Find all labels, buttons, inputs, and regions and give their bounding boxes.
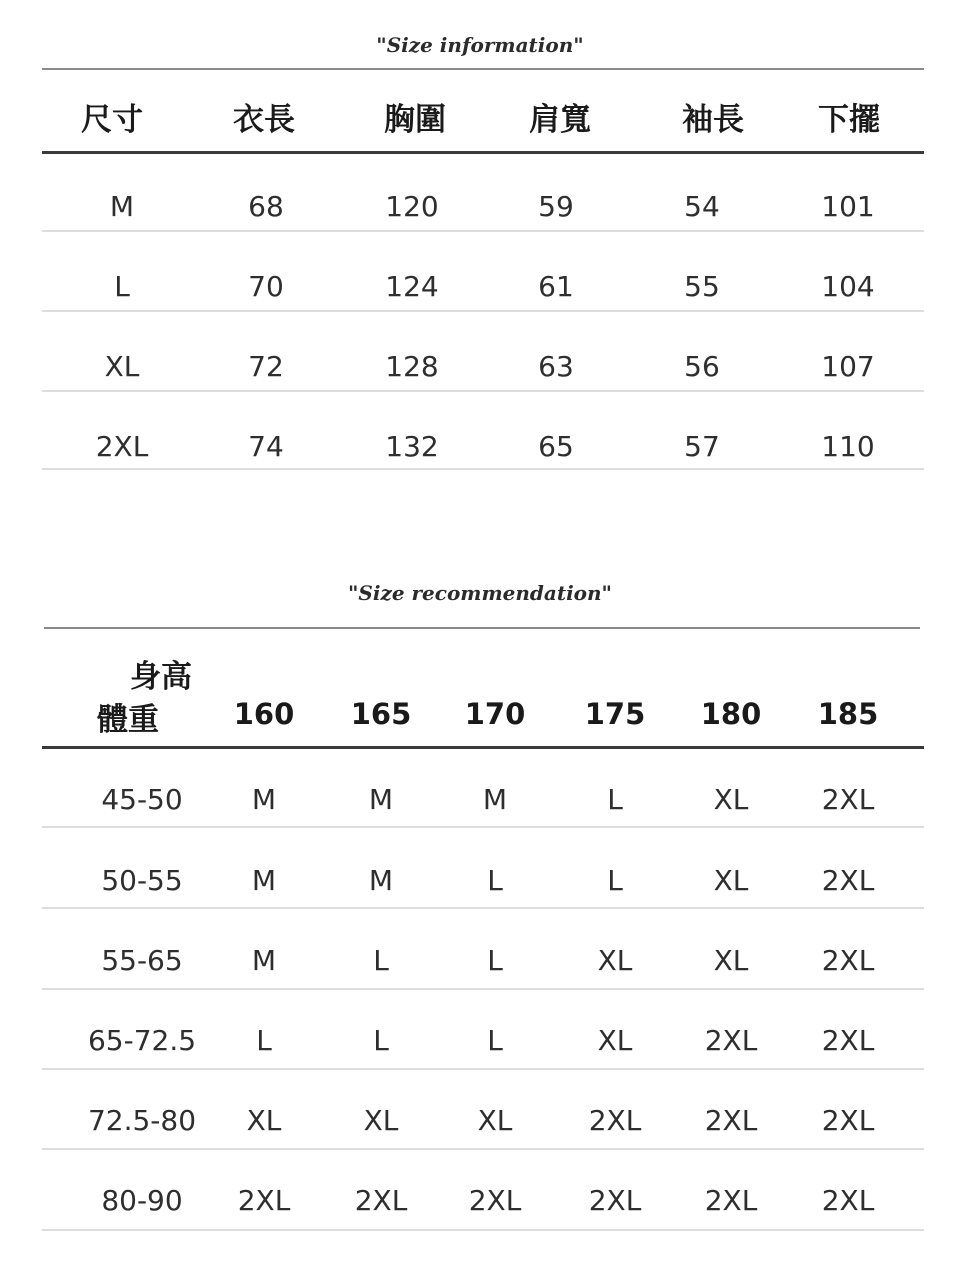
cell-size: M	[109, 190, 135, 223]
cell-hem: 104	[821, 270, 875, 303]
header-height-160: 160	[233, 697, 295, 731]
cell-size-180: 2XL	[704, 1184, 758, 1217]
cell-chest: 124	[385, 270, 439, 303]
header-size: 尺寸	[81, 102, 143, 138]
row-divider	[42, 826, 924, 828]
cell-weight: 45-50	[101, 783, 183, 816]
cell-size: XL	[104, 350, 140, 383]
cell-size-180: XL	[713, 944, 749, 977]
size-info-header-rule	[42, 151, 924, 154]
size-rec-header-rule	[42, 746, 924, 749]
cell-length: 70	[248, 270, 284, 303]
cell-hem: 107	[821, 350, 875, 383]
header-hem: 下擺	[818, 102, 880, 138]
cell-size-160: M	[251, 944, 277, 977]
cell-weight: 50-55	[101, 864, 183, 897]
cell-size-160: XL	[246, 1104, 282, 1137]
cell-weight: 80-90	[101, 1184, 183, 1217]
size-rec-top-rule	[44, 627, 920, 629]
cell-size-165: L	[373, 1024, 389, 1057]
cell-chest: 120	[385, 190, 439, 223]
cell-size-170: L	[487, 864, 503, 897]
cell-size-180: XL	[713, 864, 749, 897]
row-divider	[42, 390, 924, 392]
cell-size-170: M	[482, 783, 508, 816]
header-height-180: 180	[700, 697, 762, 731]
row-divider	[42, 468, 924, 470]
cell-length: 74	[248, 430, 284, 463]
cell-size-185: 2XL	[821, 1024, 875, 1057]
cell-sleeve: 56	[684, 350, 720, 383]
cell-size-170: XL	[477, 1104, 513, 1137]
cell-size-185: 2XL	[821, 1104, 875, 1137]
cell-size-165: XL	[363, 1104, 399, 1137]
cell-size-180: 2XL	[704, 1024, 758, 1057]
cell-size-170: L	[487, 944, 503, 977]
row-divider	[42, 907, 924, 909]
header-height-185: 185	[817, 697, 879, 731]
row-divider	[42, 310, 924, 312]
cell-size-165: 2XL	[354, 1184, 408, 1217]
cell-size-170: 2XL	[468, 1184, 522, 1217]
cell-length: 72	[248, 350, 284, 383]
row-divider	[42, 1148, 924, 1150]
cell-size-185: 2XL	[821, 864, 875, 897]
cell-size: L	[114, 270, 130, 303]
header-height-165: 165	[350, 697, 412, 731]
cell-size-175: 2XL	[588, 1104, 642, 1137]
cell-size-170: L	[487, 1024, 503, 1057]
cell-size-165: M	[368, 864, 394, 897]
cell-size-180: 2XL	[704, 1104, 758, 1137]
row-divider	[42, 1229, 924, 1231]
cell-chest: 132	[385, 430, 439, 463]
cell-size-175: XL	[597, 944, 633, 977]
cell-shoulder: 63	[538, 350, 574, 383]
corner-weight-label: 體重	[97, 702, 159, 738]
size-info-top-rule	[42, 68, 924, 70]
cell-size: 2XL	[95, 430, 149, 463]
cell-size-160: M	[251, 864, 277, 897]
cell-weight: 65-72.5	[87, 1024, 197, 1057]
header-height-175: 175	[584, 697, 646, 731]
size-recommendation-title: "Size recommendation"	[348, 581, 612, 605]
cell-sleeve: 55	[684, 270, 720, 303]
cell-size-160: 2XL	[237, 1184, 291, 1217]
cell-sleeve: 57	[684, 430, 720, 463]
cell-size-185: 2XL	[821, 783, 875, 816]
header-chest: 胸圍	[384, 102, 446, 138]
header-shoulder: 肩寬	[529, 102, 591, 138]
cell-weight: 72.5-80	[87, 1104, 197, 1137]
cell-hem: 110	[821, 430, 875, 463]
cell-size-165: L	[373, 944, 389, 977]
cell-size-185: 2XL	[821, 1184, 875, 1217]
cell-shoulder: 65	[538, 430, 574, 463]
cell-weight: 55-65	[101, 944, 183, 977]
cell-size-180: XL	[713, 783, 749, 816]
cell-sleeve: 54	[684, 190, 720, 223]
header-sleeve: 袖長	[682, 102, 744, 138]
cell-size-160: M	[251, 783, 277, 816]
row-divider	[42, 1068, 924, 1070]
row-divider	[42, 230, 924, 232]
header-length: 衣長	[233, 102, 295, 138]
cell-hem: 101	[821, 190, 875, 223]
corner-height-label: 身高	[130, 659, 192, 695]
row-divider	[42, 988, 924, 990]
cell-size-160: L	[256, 1024, 272, 1057]
header-height-170: 170	[464, 697, 526, 731]
size-information-title: "Size information"	[376, 33, 584, 57]
cell-shoulder: 61	[538, 270, 574, 303]
cell-shoulder: 59	[538, 190, 574, 223]
cell-size-175: XL	[597, 1024, 633, 1057]
cell-size-175: L	[607, 783, 623, 816]
cell-size-175: L	[607, 864, 623, 897]
cell-size-185: 2XL	[821, 944, 875, 977]
cell-size-165: M	[368, 783, 394, 816]
cell-length: 68	[248, 190, 284, 223]
cell-size-175: 2XL	[588, 1184, 642, 1217]
cell-chest: 128	[385, 350, 439, 383]
